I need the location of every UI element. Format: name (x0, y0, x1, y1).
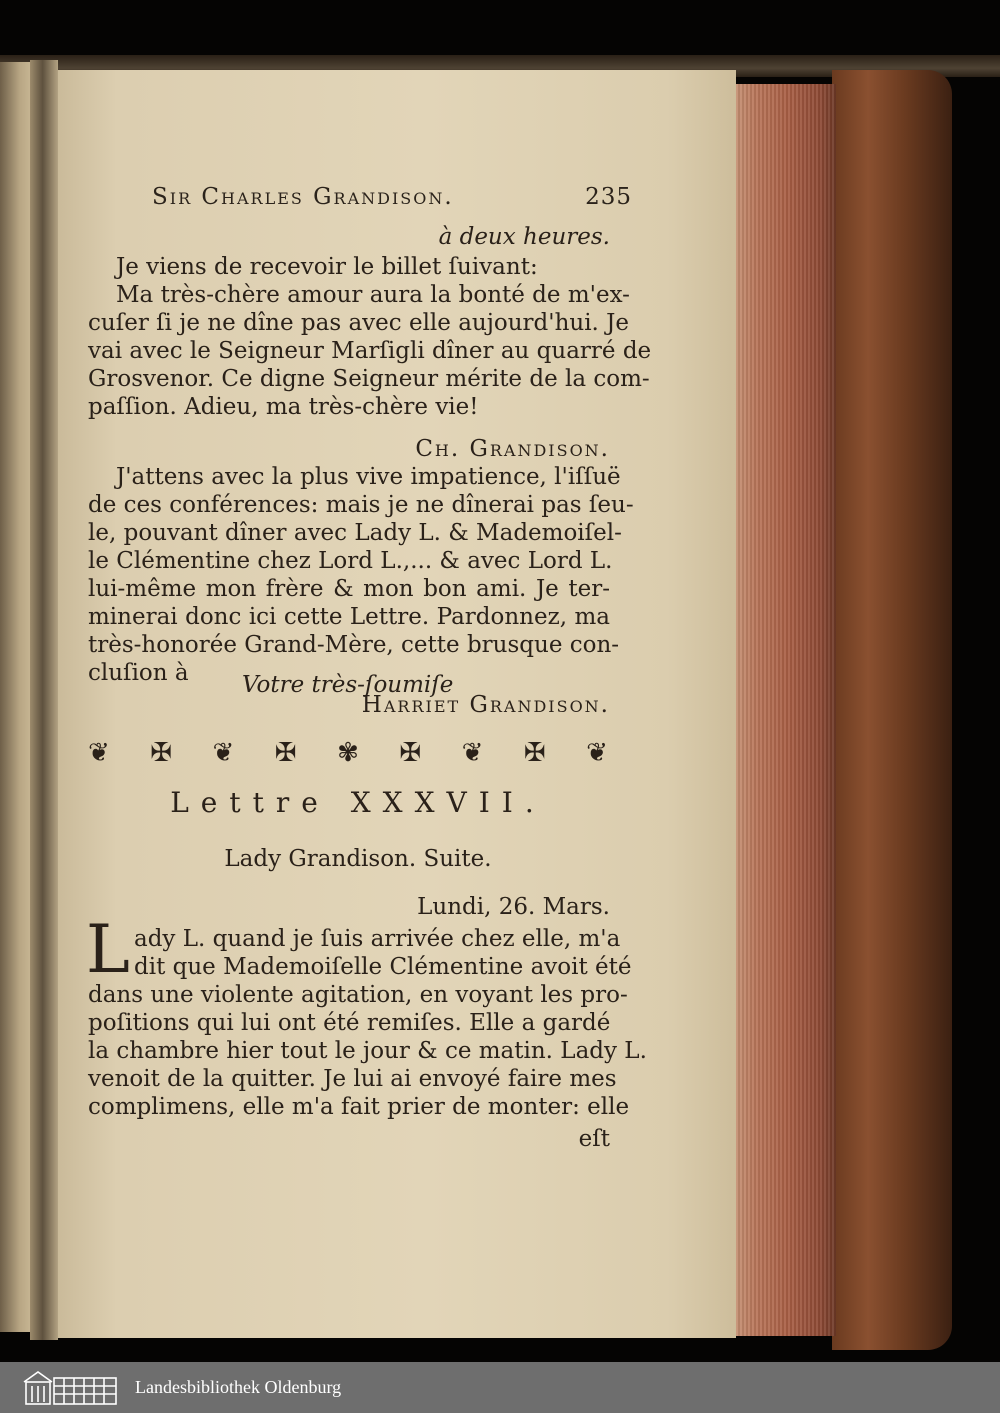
ornament-band (88, 738, 608, 768)
text-line: ady L. quand je ſuis arrivée chez elle, m'a (134, 926, 621, 952)
letter-subheading: Lady Grandison. Suite. (224, 846, 492, 872)
text-line: lui-même mon frère & mon bon ami. Je ter- (88, 576, 610, 602)
ornament-icon: ✠ (274, 738, 297, 768)
text-line: de ces conférences: mais je ne dînerai pas ſeu- (88, 492, 634, 518)
library-name: Landesbibliothek Oldenburg (135, 1377, 342, 1397)
ornament-icon: ✠ (523, 738, 546, 768)
book-gutter (30, 60, 58, 1340)
page-block-edges (728, 84, 836, 1336)
signature-line: Ch. Grandison. (415, 436, 610, 462)
running-head (152, 184, 632, 210)
leather-cover (832, 70, 952, 1350)
text-line: cluſion à (88, 660, 189, 686)
text-line: Grosvenor. Ce digne Seigneur mérite de la com- (88, 366, 650, 392)
text-line: Ma très-chère amour aura la bonté de m'ex- (116, 282, 630, 308)
ornament-icon: ❦ (461, 738, 484, 768)
ornament-icon: ❦ (212, 738, 235, 768)
text-line: complimens, elle m'a fait prier de monter: elle (88, 1094, 630, 1120)
ornament-icon: ❦ (586, 738, 608, 768)
text-line: poſitions qui lui ont été remiſes. Elle a gardé (88, 1010, 611, 1036)
catchword: eſt (578, 1126, 610, 1152)
text-line: très-honorée Grand-Mère, cette brusque con- (88, 632, 620, 658)
text-line: venoit de la quitter. Je lui ai envoyé faire mes (88, 1066, 617, 1092)
text-line: le Clémentine chez Lord L.,... & avec Lord L. (88, 548, 613, 574)
ornament-icon: ✾ (337, 738, 359, 768)
text-line: dans une violente agitation, en voyant les pro- (88, 982, 628, 1008)
date-line: Lundi, 26. Mars. (417, 894, 610, 920)
ornament-icon: ❦ (88, 738, 110, 768)
text-line: le, pouvant dîner avec Lady L. & Mademoiſel- (88, 520, 622, 546)
library-building-icon (20, 1368, 120, 1408)
letter-heading: Lettre XXXVII. (170, 786, 546, 819)
text-line: la chambre hier tout le jour & ce matin. Lady L. (88, 1038, 647, 1064)
text-line: paſſion. Adieu, ma très-chère vie! (88, 394, 479, 420)
page-number: 235 (585, 184, 632, 210)
text-line: minerai donc ici cette Lettre. Pardonnez, ma (88, 604, 610, 630)
ornament-icon: ✠ (150, 738, 173, 768)
ornament-icon: ✠ (399, 738, 422, 768)
text-line: vai avec le Seigneur Marſigli dîner au quarré de (88, 338, 652, 364)
closing-line: Votre très-ſoumiſe (242, 672, 454, 698)
drop-cap: L (86, 911, 130, 988)
text-line: dit que Mademoiſelle Clémentine avoit été (134, 954, 632, 980)
text-line: cuſer ſi je ne dîne pas avec elle aujourd'hui. Je (88, 310, 630, 336)
footer-bar (0, 1362, 1000, 1413)
text-line: Je viens de recevoir le billet ſuivant: (116, 254, 538, 280)
text-line: J'attens avec la plus vive impatience, l'iſſuë (116, 464, 621, 490)
running-head-title: Sir Charles Grandison. (152, 184, 454, 210)
time-note: à deux heures. (438, 224, 610, 250)
signature-line: Harriet Grandison. (361, 692, 610, 718)
